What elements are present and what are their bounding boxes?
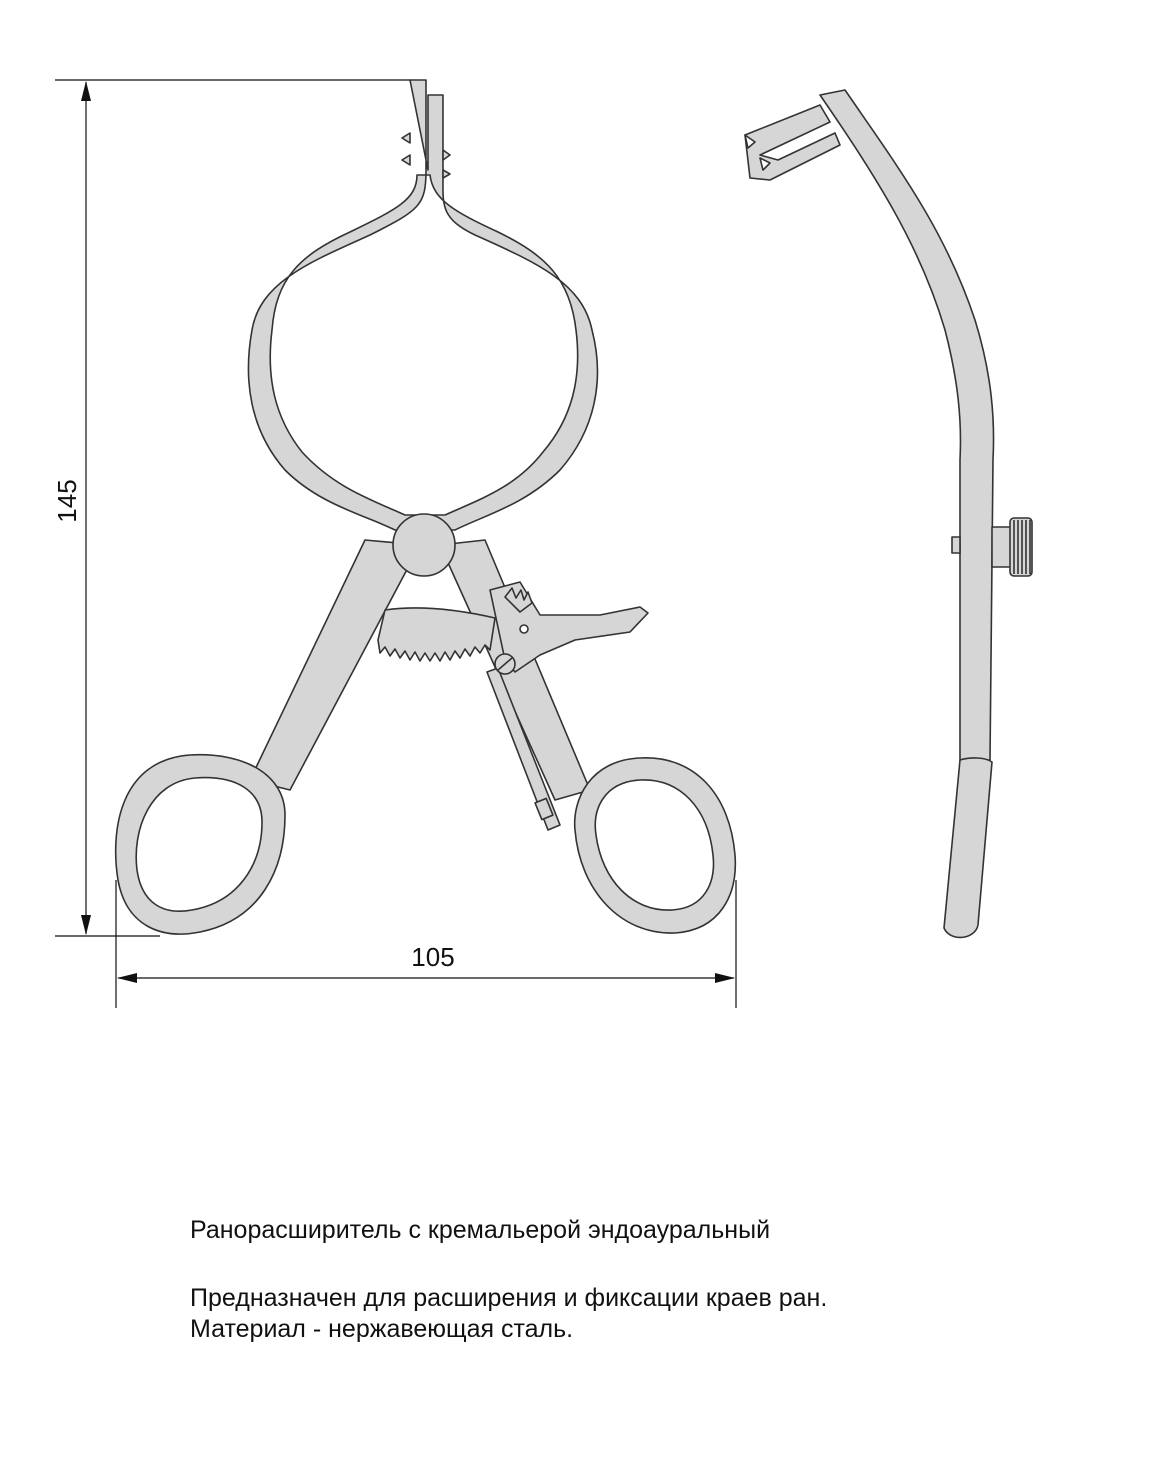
retractor-side-view xyxy=(745,90,1032,937)
instrument-description xyxy=(190,1283,827,1345)
side-shank xyxy=(820,90,994,760)
instrument-title: Ранорасширитель с кремальерой эндоауральный xyxy=(190,1216,771,1244)
hinge-pivot xyxy=(393,514,455,576)
thumb-screw-body xyxy=(992,527,1012,567)
retractor-front-view xyxy=(116,80,736,934)
side-blade-teeth xyxy=(745,105,840,180)
ratchet-arc xyxy=(378,608,495,661)
width-label: 105 xyxy=(411,942,455,972)
description-purpose: Предназначен для расширения и фиксации краев ран. xyxy=(190,1284,828,1312)
upper-loop xyxy=(248,80,597,530)
pawl-pin xyxy=(520,625,528,633)
left-finger-ring xyxy=(116,755,285,934)
right-finger-ring xyxy=(575,758,736,933)
height-label: 145 xyxy=(52,479,82,523)
left-arm xyxy=(250,540,420,790)
description-material: Материал - нержавеющая сталь. xyxy=(190,1315,574,1343)
side-stud xyxy=(952,537,960,553)
side-handle xyxy=(944,758,992,938)
